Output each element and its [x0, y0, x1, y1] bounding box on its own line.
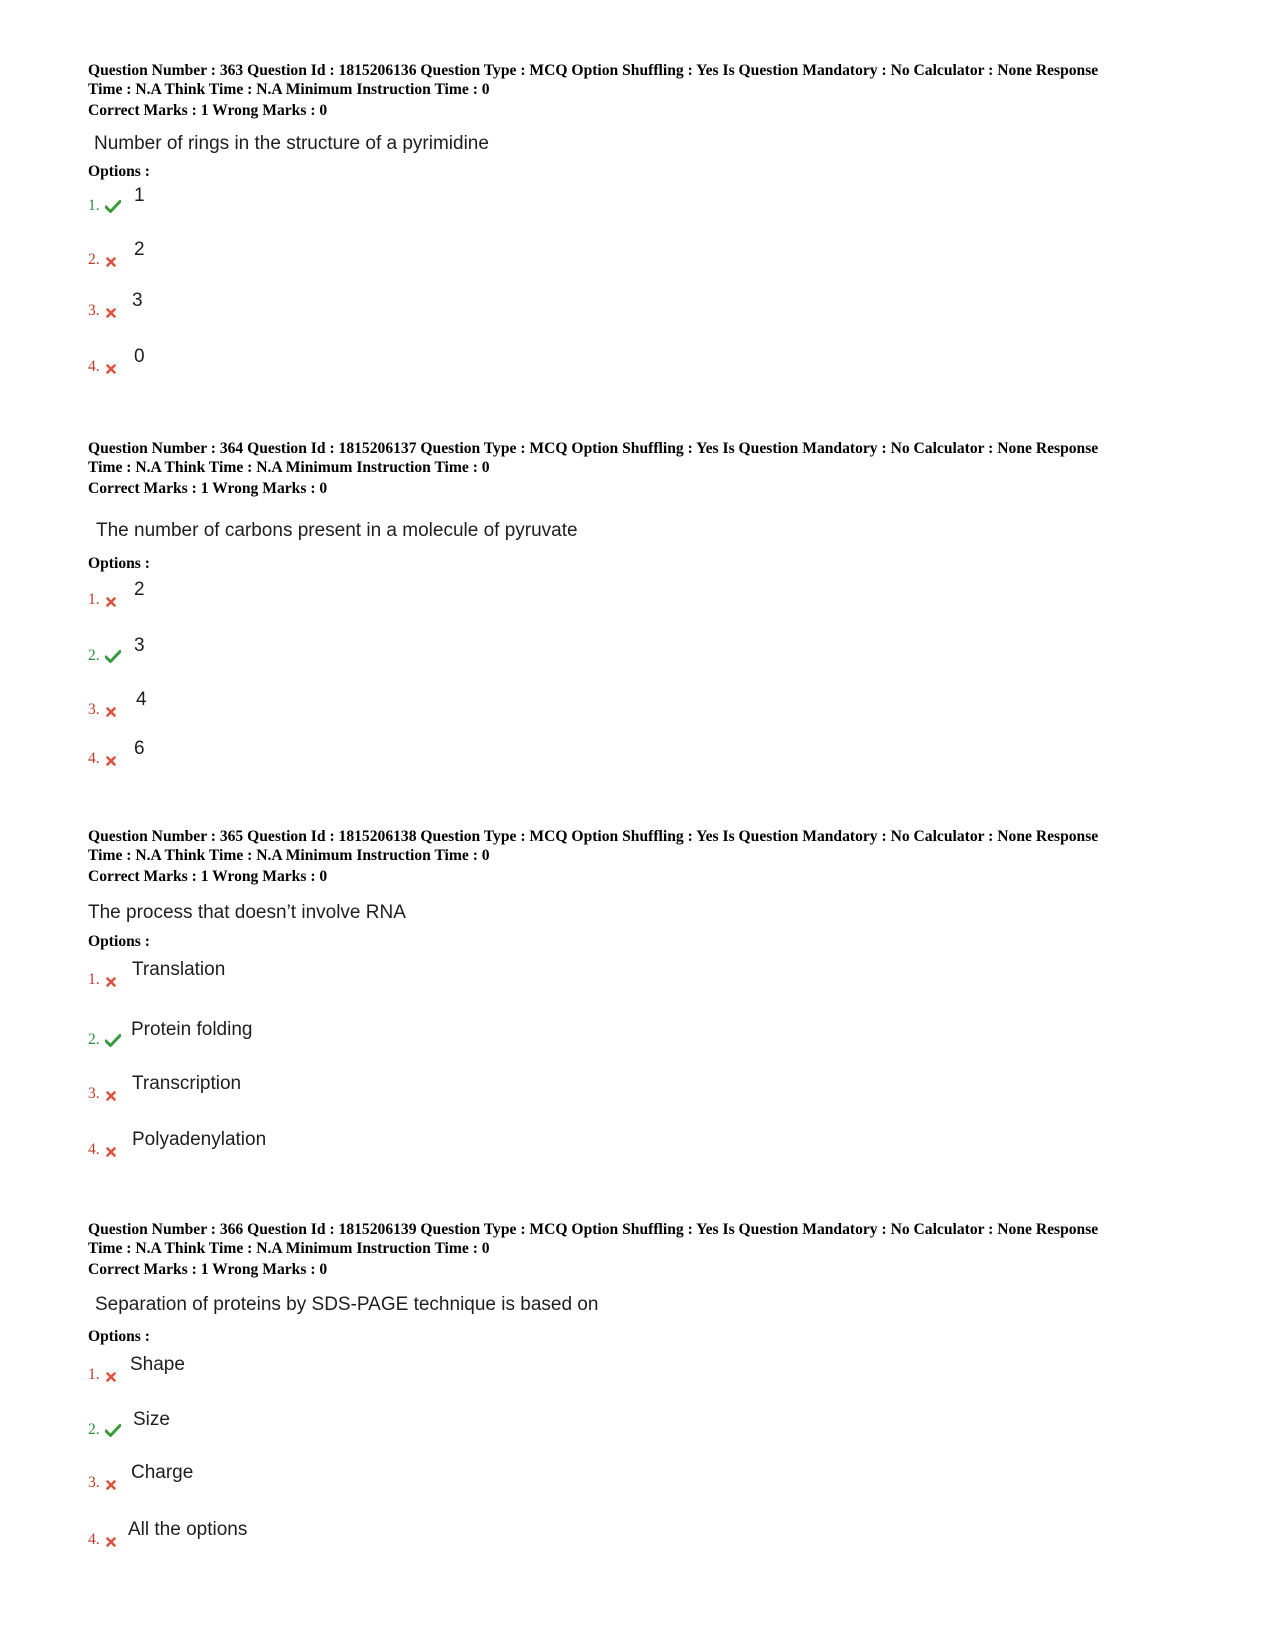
option-number: 2.	[88, 1421, 100, 1438]
question-text: The process that doesn’t involve RNA	[88, 902, 406, 923]
option-number: 2.	[88, 647, 100, 664]
question-meta	[88, 439, 1198, 498]
question-block	[88, 1220, 1198, 1560]
option-2	[88, 1019, 688, 1049]
question-meta-line-2: Time : N.A Think Time : N.A Minimum Instruction Time : 0	[88, 847, 490, 864]
question-text: Separation of proteins by SDS-PAGE technique is based on	[95, 1294, 599, 1315]
option-text: 3	[132, 290, 143, 311]
question-marks: Correct Marks : 1 Wrong Marks : 0	[88, 480, 328, 497]
check-icon	[105, 650, 121, 663]
option-number: 4.	[88, 1141, 100, 1158]
cross-icon	[106, 1372, 116, 1382]
option-1	[88, 1354, 688, 1384]
option-number: 3.	[88, 701, 100, 718]
question-meta-line-1: Question Number : 365 Question Id : 1815206138 Question Type : MCQ Option Shuffling : Yes Is Question Mandatory : No Calculator : None Response	[88, 828, 1099, 845]
cross-icon	[106, 756, 116, 766]
options-label: Options :	[88, 163, 150, 180]
option-number: 2.	[88, 251, 100, 268]
option-4	[88, 346, 688, 376]
question-meta	[88, 61, 1198, 120]
option-4	[88, 1129, 688, 1159]
question-meta-line-2: Time : N.A Think Time : N.A Minimum Instruction Time : 0	[88, 459, 490, 476]
options-label: Options :	[88, 933, 150, 950]
question-block	[88, 439, 1198, 769]
question-block	[88, 827, 1198, 1167]
cross-icon	[106, 1480, 116, 1490]
option-number: 4.	[88, 750, 100, 767]
option-1	[88, 185, 688, 215]
option-3	[88, 1462, 688, 1492]
cross-icon	[106, 1147, 116, 1157]
question-meta-line-1: Question Number : 364 Question Id : 1815206137 Question Type : MCQ Option Shuffling : Yes Is Question Mandatory : No Calculator : None Response	[88, 440, 1099, 457]
options-label: Options :	[88, 1328, 150, 1345]
option-text: 2	[134, 239, 145, 260]
options-label: Options :	[88, 555, 150, 572]
option-2	[88, 635, 688, 665]
check-icon	[105, 1034, 121, 1047]
cross-icon	[106, 364, 116, 374]
cross-icon	[106, 597, 116, 607]
option-text: Transcription	[132, 1073, 242, 1094]
option-number: 3.	[88, 1474, 100, 1491]
option-number: 1.	[88, 591, 100, 608]
option-text: Protein folding	[131, 1019, 253, 1040]
option-2	[88, 239, 688, 269]
option-text: 0	[134, 346, 145, 367]
option-1	[88, 959, 688, 989]
cross-icon	[106, 977, 116, 987]
option-number: 2.	[88, 1031, 100, 1048]
cross-icon	[106, 707, 116, 717]
option-number: 4.	[88, 358, 100, 375]
cross-icon	[106, 1537, 116, 1547]
option-text: 3	[134, 635, 145, 656]
option-text: All the options	[128, 1519, 248, 1540]
question-meta-line-2: Time : N.A Think Time : N.A Minimum Instruction Time : 0	[88, 81, 490, 98]
question-meta	[88, 827, 1198, 886]
option-text: 4	[136, 689, 147, 710]
option-text: 2	[134, 579, 145, 600]
option-text: Translation	[132, 959, 226, 980]
option-number: 1.	[88, 971, 100, 988]
question-marks: Correct Marks : 1 Wrong Marks : 0	[88, 102, 328, 119]
question-marks: Correct Marks : 1 Wrong Marks : 0	[88, 1261, 328, 1278]
question-meta	[88, 1220, 1198, 1279]
option-3	[88, 290, 688, 320]
option-4	[88, 738, 688, 768]
option-3	[88, 689, 688, 719]
cross-icon	[106, 1091, 116, 1101]
option-text: 1	[134, 185, 145, 206]
check-icon	[105, 200, 121, 213]
option-text: Shape	[130, 1354, 185, 1375]
cross-icon	[106, 308, 116, 318]
question-meta-line-1: Question Number : 366 Question Id : 1815206139 Question Type : MCQ Option Shuffling : Yes Is Question Mandatory : No Calculator : None Response	[88, 1221, 1099, 1238]
option-text: 6	[134, 738, 145, 759]
option-number: 1.	[88, 1366, 100, 1383]
option-number: 1.	[88, 197, 100, 214]
option-number: 3.	[88, 1085, 100, 1102]
check-icon	[105, 1424, 121, 1437]
option-1	[88, 579, 688, 609]
option-2	[88, 1409, 688, 1439]
question-meta-line-1: Question Number : 363 Question Id : 1815206136 Question Type : MCQ Option Shuffling : Yes Is Question Mandatory : No Calculator : None Response	[88, 62, 1099, 79]
option-4	[88, 1519, 688, 1549]
question-text: The number of carbons present in a molecule of pyruvate	[96, 520, 578, 541]
question-block	[88, 61, 1198, 391]
option-number: 4.	[88, 1531, 100, 1548]
question-marks: Correct Marks : 1 Wrong Marks : 0	[88, 868, 328, 885]
question-text: Number of rings in the structure of a pyrimidine	[94, 133, 489, 154]
cross-icon	[106, 257, 116, 267]
option-number: 3.	[88, 302, 100, 319]
question-meta-line-2: Time : N.A Think Time : N.A Minimum Instruction Time : 0	[88, 1240, 490, 1257]
option-3	[88, 1073, 688, 1103]
option-text: Polyadenylation	[132, 1129, 267, 1150]
option-text: Charge	[131, 1462, 194, 1483]
option-text: Size	[133, 1409, 170, 1430]
